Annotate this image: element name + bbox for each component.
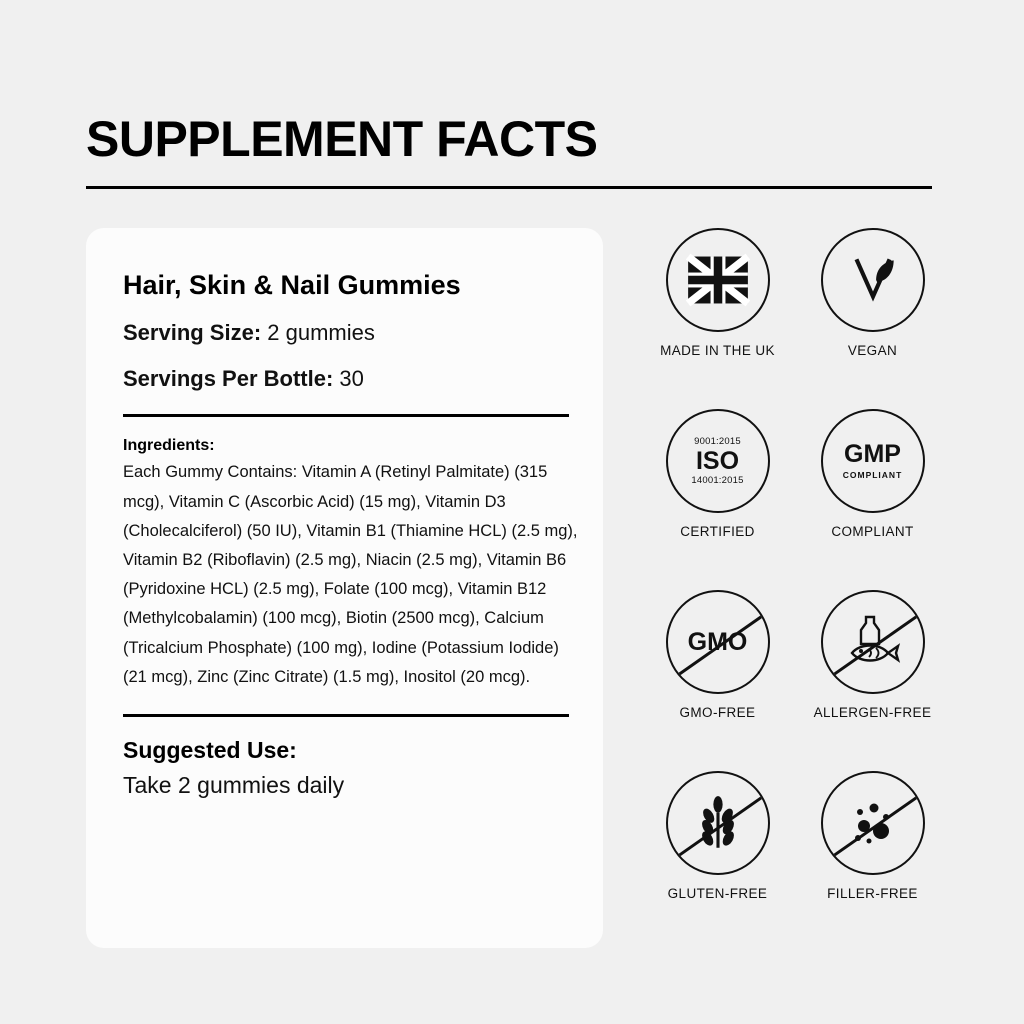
serving-size-row — [123, 319, 567, 347]
badge-label: MADE IN THE UK — [660, 343, 775, 358]
badge-label: CERTIFIED — [680, 524, 755, 539]
serving-size-label: Serving Size: — [123, 320, 262, 346]
supplement-info-card — [86, 228, 603, 948]
badge-filler-free — [795, 771, 950, 952]
page-title: SUPPLEMENT FACTS — [86, 111, 598, 167]
badge-allergen-free — [795, 590, 950, 771]
gmp-sub-text: COMPLIANT — [842, 470, 903, 480]
badge-label: FILLER-FREE — [827, 886, 918, 901]
allergen-crossed-icon — [821, 590, 925, 694]
servings-per-bottle-row — [123, 365, 567, 393]
badge-vegan — [795, 228, 950, 409]
badge-gmo-free — [640, 590, 795, 771]
leaf-icon — [821, 228, 925, 332]
certification-badge-grid — [640, 228, 940, 952]
ingredients-label: Ingredients: — [123, 437, 215, 455]
badge-label: GMO-FREE — [679, 705, 756, 720]
gmo-crossed-icon — [666, 590, 770, 694]
badge-label: COMPLIANT — [831, 524, 914, 539]
suggested-use-value: Take 2 gummies daily — [123, 772, 345, 799]
suggested-use-label: Suggested Use: — [123, 737, 297, 764]
gmp-icon — [821, 409, 925, 513]
iso-top-standard: 9001:2015 — [694, 435, 741, 447]
product-name: Hair, Skin & Nail Gummies — [123, 270, 461, 300]
badge-label: ALLERGEN-FREE — [813, 705, 932, 720]
gmo-main-text: GMO — [687, 627, 748, 656]
badge-gmp-compliant — [795, 409, 950, 590]
badge-iso-certified — [640, 409, 795, 590]
badge-made-in-uk — [640, 228, 795, 409]
iso-main-text: ISO — [695, 446, 740, 475]
union-jack-flag-icon — [666, 228, 770, 332]
title-divider — [86, 186, 932, 189]
iso-icon — [666, 409, 770, 513]
gmp-main-text: GMP — [844, 440, 901, 468]
badge-gluten-free — [640, 771, 795, 952]
badge-label: GLUTEN-FREE — [667, 886, 768, 901]
wheat-crossed-icon — [666, 771, 770, 875]
servings-per-bottle-value: 30 — [339, 365, 364, 391]
iso-bottom-standard: 14001:2015 — [691, 474, 744, 486]
ingredients-body: Each Gummy Contains: Vitamin A (Retinyl Palmitate) (315 mcg), Vitamin C (Ascorbic Acid) (15 mg), Vitamin D3 (Cholecalciferol) (50 IU), Vitamin B1 (Thiamine HCL) (2.5 mg), Vitamin B2 (Riboflavin) (2.5 mg), Niacin (2.5 mg), Vitamin B6 (Pyridoxine HCL) (2.5 mg), Folate (100 mcg), Vitamin B12 (Methylcobalamin) (100 mcg), Biotin (2500 mcg), Calcium (Tricalcium Phosphate) (100 mg), Iodine (Potassium Iodide) (21 mcg), Zinc (Zinc Citrate) (1.5 mg), Inositol (20 mcg). — [123, 463, 578, 686]
card-divider-bottom — [123, 714, 569, 717]
title-block — [86, 112, 932, 189]
card-divider-top — [123, 414, 569, 417]
filler-crossed-icon — [821, 771, 925, 875]
serving-size-value: 2 gummies — [267, 320, 375, 346]
servings-per-bottle-label: Servings Per Bottle: — [123, 365, 334, 391]
badge-label: VEGAN — [847, 343, 898, 358]
